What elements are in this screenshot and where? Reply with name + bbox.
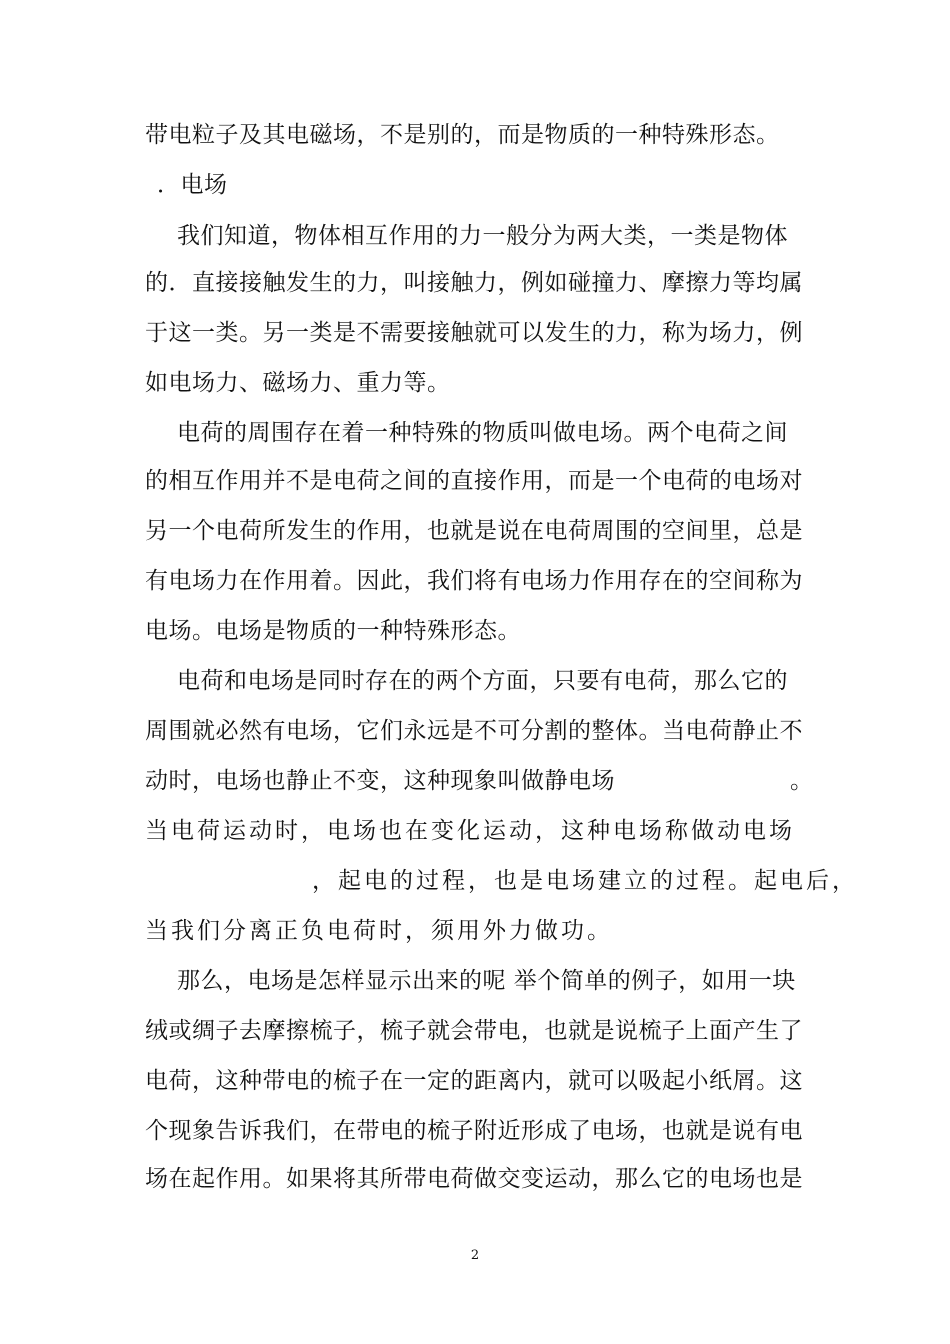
- paragraph-2-line-2: 的相互作用并不是电荷之间的直接作用，而是一个电荷的电场对: [145, 468, 803, 494]
- paragraph-1-line-4: 如电场力、磁场力、重力等。: [145, 370, 451, 396]
- paragraph-1-line-3: 于这一类。另一类是不需要接触就可以发生的力，称为场力，例: [145, 320, 803, 346]
- page-number: 2: [470, 1248, 480, 1263]
- paragraph-4-line-4: 个现象告诉我们，在带电的梳子附近形成了电场，也就是说有电: [145, 1118, 803, 1144]
- paragraph-4-line-5: 场在起作用。如果将其所带电荷做交变运动，那么它的电场也是: [145, 1166, 803, 1192]
- paragraph-1-line-1: 我们知道，物体相互作用的力一般分为两大类，一类是物体: [177, 223, 788, 249]
- paragraph-3-line-3-end-period: 。: [790, 768, 814, 794]
- paragraph-4-line-1: 那么，电场是怎样显示出来的呢 举个简单的例子，如用一块: [177, 968, 796, 994]
- paragraph-1-line-2: 的．直接接触发生的力，叫接触力，例如碰撞力、摩擦力等均属: [145, 270, 803, 296]
- paragraph-4-line-3: 电荷，这种带电的梳子在一定的距离内，就可以吸起小纸屑。这: [145, 1068, 803, 1094]
- paragraph-3-line-1: 电荷和电场是同时存在的两个方面，只要有电荷，那么它的: [177, 668, 788, 694]
- paragraph-2-line-1: 电荷的周围存在着一种特殊的物质叫做电场。两个电荷之间: [177, 420, 788, 446]
- paragraph-2-line-3: 另一个电荷所发生的作用，也就是说在电荷周围的空间里，总是: [145, 518, 803, 544]
- paragraph-3-line-6: 当我们分离正负电荷时，须用外力做功。: [145, 918, 613, 944]
- paragraph-2-line-4: 有电场力在作用着。因此，我们将有电场力作用存在的空间称为: [145, 568, 803, 594]
- paragraph-3-line-3: 动时，电场也静止不变，这种现象叫做静电场: [145, 768, 615, 794]
- paragraph-3-line-5: ，起电的过程，也是电场建立的过程。起电后，: [312, 868, 858, 894]
- paragraph-4-line-2: 绒或绸子去摩擦梳子，梳子就会带电，也就是说梳子上面产生了: [145, 1018, 803, 1044]
- paragraph-3-line-4: 当电荷运动时，电场也在变化运动，这种电场称做动电场: [145, 818, 795, 844]
- paragraph-2-line-5: 电场。电场是物质的一种特殊形态。: [145, 618, 521, 644]
- paragraph-3-line-2: 周围就必然有电场，它们永远是不可分割的整体。当电荷静止不: [145, 718, 803, 744]
- section-heading-electric-field: ．电场: [157, 172, 228, 198]
- text-line-1: 带电粒子及其电磁场，不是别的，而是物质的一种特殊形态。: [145, 122, 780, 148]
